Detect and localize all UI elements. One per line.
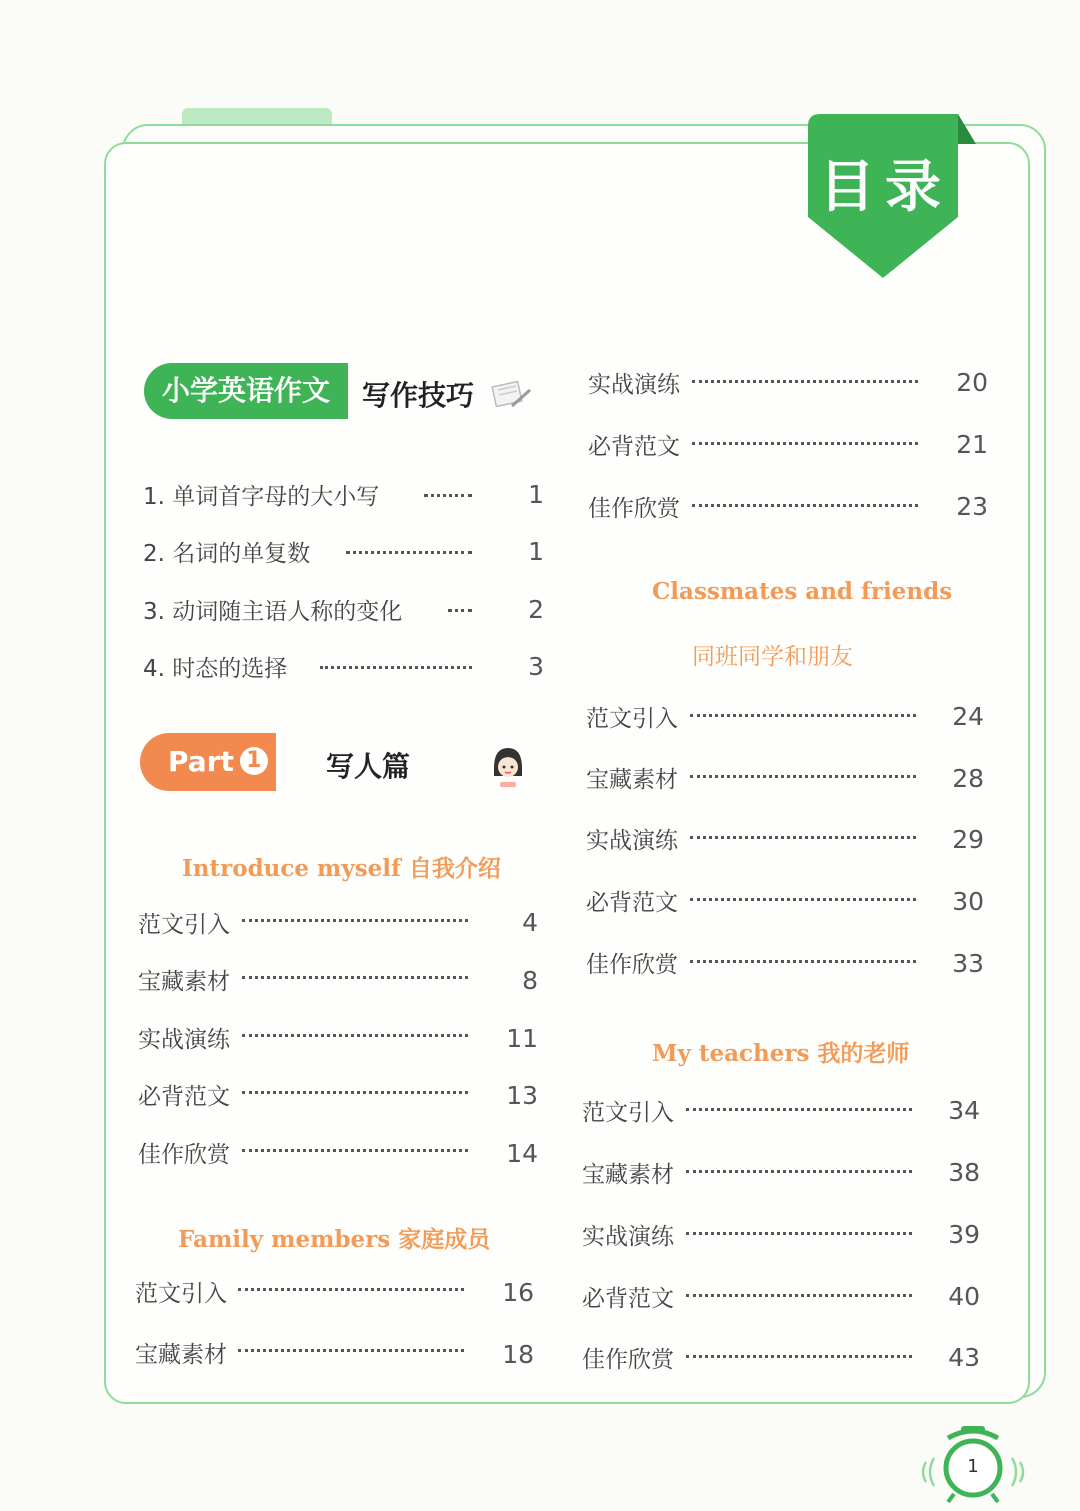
page-ref: 16	[502, 1278, 534, 1307]
dot-leader	[692, 504, 918, 507]
dot-leader	[238, 1288, 464, 1291]
dot-leader	[238, 1349, 464, 1352]
dot-leader	[690, 836, 916, 839]
page-ref: 14	[506, 1139, 538, 1168]
dot-leader	[242, 976, 468, 979]
dot-leader	[692, 380, 918, 383]
unit-title: Introduce myself 自我介绍	[182, 855, 501, 882]
page-ref: 34	[948, 1096, 980, 1125]
page-title: 目录	[819, 155, 951, 220]
toc-entry[interactable]: 范文引入	[135, 1281, 227, 1307]
toc-entry[interactable]: 必背范文	[582, 1286, 674, 1312]
toc-entry[interactable]: 宝藏素材	[586, 767, 678, 793]
page-ref: 28	[952, 764, 984, 793]
toc-entry[interactable]: 佳作欣赏	[582, 1347, 674, 1373]
toc-entry[interactable]: 实战演练	[588, 372, 680, 398]
unit-title: Family members 家庭成员	[178, 1226, 491, 1253]
toc-entry[interactable]: 宝藏素材	[135, 1342, 227, 1368]
dot-leader	[448, 609, 472, 612]
dot-leader	[690, 960, 916, 963]
part-pill: Part 1	[140, 733, 276, 791]
page-ref: 11	[506, 1024, 538, 1053]
page-ref: 21	[956, 430, 988, 459]
toc-entry[interactable]: 必背范文	[586, 890, 678, 916]
dot-leader	[686, 1108, 912, 1111]
skills-pill: 小学英语作文	[144, 363, 348, 419]
page-ref: 43	[948, 1343, 980, 1372]
page-ref: 29	[952, 825, 984, 854]
dot-leader	[686, 1294, 912, 1297]
page-ref: 40	[948, 1282, 980, 1311]
page-ref: 39	[948, 1220, 980, 1249]
dot-leader	[242, 1149, 468, 1152]
toc-entry[interactable]: 范文引入	[582, 1100, 674, 1126]
page-ref: 2	[528, 595, 544, 624]
dot-leader	[690, 714, 916, 717]
dot-leader	[242, 1091, 468, 1094]
toc-entry[interactable]: 1. 单词首字母的大小写	[143, 484, 380, 510]
page-ref: 38	[948, 1158, 980, 1187]
page-ref: 30	[952, 887, 984, 916]
toc-entry[interactable]: 范文引入	[138, 912, 230, 938]
part-number: 1	[240, 747, 268, 775]
dot-leader	[320, 666, 472, 669]
dot-leader	[242, 919, 468, 922]
dot-leader	[692, 442, 918, 445]
page-ref: 4	[522, 908, 538, 937]
girl-avatar-icon	[490, 746, 526, 790]
toc-entry[interactable]: 实战演练	[138, 1027, 230, 1053]
page-number: 1	[967, 1456, 979, 1477]
toc-entry[interactable]: 佳作欣赏	[586, 952, 678, 978]
toc-entry[interactable]: 4. 时态的选择	[143, 656, 288, 682]
page-ref: 13	[506, 1081, 538, 1110]
unit-subtitle: 同班同学和朋友	[692, 644, 853, 670]
page-ref: 23	[956, 492, 988, 521]
dot-leader	[242, 1034, 468, 1037]
dot-leader	[690, 898, 916, 901]
page-ref: 1	[528, 480, 544, 509]
page-ref: 18	[502, 1340, 534, 1369]
page-ref: 8	[522, 966, 538, 995]
toc-entry[interactable]: 2. 名词的单复数	[143, 541, 311, 567]
part-title: 写人篇	[326, 750, 411, 783]
skills-label: 写作技巧	[362, 379, 475, 412]
toc-entry[interactable]: 必背范文	[138, 1084, 230, 1110]
unit-title: Classmates and friends	[652, 578, 953, 605]
dot-leader	[690, 775, 916, 778]
toc-entry[interactable]: 必背范文	[588, 434, 680, 460]
dot-leader	[424, 494, 472, 497]
dot-leader	[686, 1170, 912, 1173]
page-ref: 33	[952, 949, 984, 978]
page-ref: 24	[952, 702, 984, 731]
dot-leader	[686, 1232, 912, 1235]
toc-entry[interactable]: 佳作欣赏	[138, 1142, 230, 1168]
toc-entry[interactable]: 宝藏素材	[582, 1162, 674, 1188]
pencil-icon	[488, 376, 532, 412]
toc-entry[interactable]: 佳作欣赏	[588, 496, 680, 522]
toc-entry[interactable]: 3. 动词随主语人称的变化	[143, 599, 403, 625]
toc-entry[interactable]: 范文引入	[586, 706, 678, 732]
unit-title: My teachers 我的老师	[652, 1040, 910, 1067]
toc-entry[interactable]: 宝藏素材	[138, 969, 230, 995]
page-ref: 20	[956, 368, 988, 397]
page-ref: 1	[528, 537, 544, 566]
toc-entry[interactable]: 实战演练	[582, 1224, 674, 1250]
dot-leader	[346, 551, 472, 554]
page-ref: 3	[528, 652, 544, 681]
toc-entry[interactable]: 实战演练	[586, 828, 678, 854]
dot-leader	[686, 1355, 912, 1358]
